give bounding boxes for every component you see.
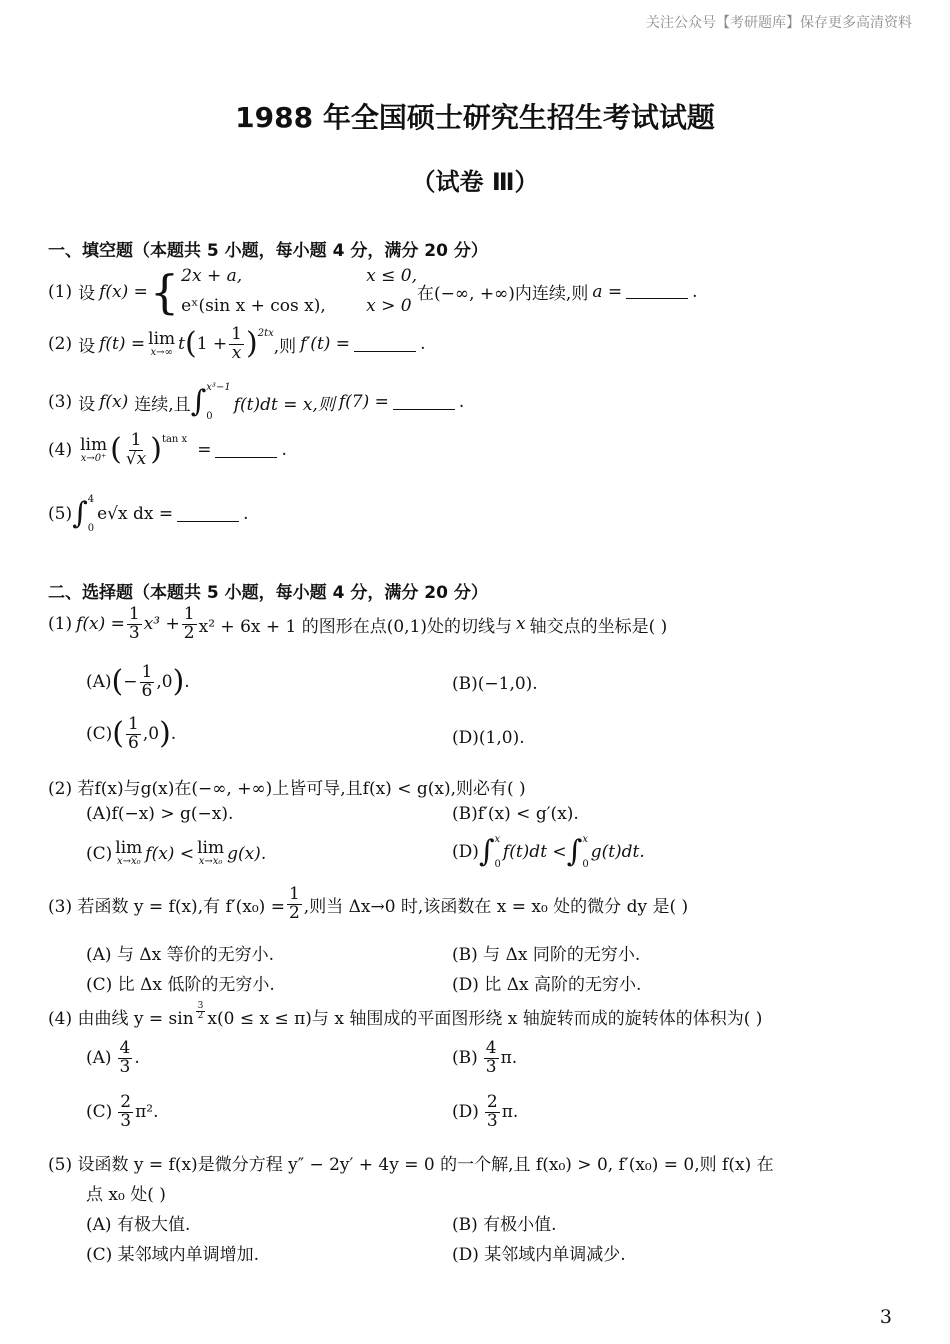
denominator: 2 xyxy=(288,902,300,923)
denominator: 6 xyxy=(141,680,153,701)
lower-limit: 0 xyxy=(206,411,213,422)
lower-limit: 0 xyxy=(87,523,95,534)
s2-q5-option-d[interactable]: (D) 某邻域内单调减少. xyxy=(452,1245,626,1265)
denominator: 3 xyxy=(485,1056,497,1077)
limit-operator xyxy=(197,840,224,867)
s2-q4-option-a[interactable] xyxy=(86,1040,140,1077)
s1-q3 xyxy=(48,382,464,422)
lower-limit: 0 xyxy=(582,859,589,870)
fraction xyxy=(118,1040,133,1077)
q-var: a = xyxy=(592,281,623,302)
q-func: f(t) = xyxy=(99,334,146,355)
var-x: x xyxy=(516,614,526,635)
q-func: f(x) xyxy=(99,392,129,412)
lim-sub: x→x₀ xyxy=(198,856,223,867)
numerator: 1 xyxy=(130,430,142,450)
option-label: (B) xyxy=(452,1048,478,1069)
numerator: 1 xyxy=(141,662,153,682)
s2-q3 xyxy=(48,886,688,923)
numerator: 2 xyxy=(486,1092,498,1112)
numerator: 1 xyxy=(128,714,139,734)
lim-text: lim xyxy=(197,838,225,858)
s2-q4-option-b[interactable] xyxy=(452,1040,517,1077)
fraction xyxy=(126,716,141,753)
q-text: 设 xyxy=(78,284,96,305)
answer-blank[interactable] xyxy=(393,395,455,410)
option-text: π. xyxy=(501,1102,519,1123)
var-t: t xyxy=(178,334,185,355)
q-label: (3) xyxy=(48,392,73,412)
integral-sign: ∫ xyxy=(72,496,88,531)
integral-limits xyxy=(582,834,588,870)
integral-sign: ∫ xyxy=(478,834,495,869)
s2-q4 xyxy=(48,1001,763,1029)
integrand: e√x dx = xyxy=(97,504,174,524)
s2-q2-option-d[interactable] xyxy=(452,834,645,870)
q-func: f(7) = xyxy=(338,392,389,412)
s2-q2-option-a[interactable]: (A)f(−x) > g(−x). xyxy=(86,804,234,824)
fraction xyxy=(229,326,244,363)
s2-q4-option-d[interactable] xyxy=(452,1094,518,1131)
page-number: 3 xyxy=(879,1306,892,1328)
period: . xyxy=(243,504,249,524)
paren-close: ) xyxy=(172,664,185,700)
paren-open: ( xyxy=(110,432,122,468)
piecewise-block xyxy=(181,262,417,322)
upper-limit: 4 xyxy=(87,494,95,505)
q-text: x(0 ≤ x ≤ π)与 x 轴围成的平面图形绕 x 轴旋转而成的旋转体的体积为( ) xyxy=(207,1009,763,1029)
option-text: f(x) < xyxy=(145,843,195,864)
s2-q2: (2) 若f(x)与g(x)在(−∞, +∞)上皆可导,且f(x) < g(x),则必有( ) xyxy=(48,779,526,799)
denominator: 2 xyxy=(197,1011,204,1022)
upper-limit: x xyxy=(582,834,588,845)
s2-q5-option-a[interactable]: (A) 有极大值. xyxy=(86,1215,191,1235)
s1-q2 xyxy=(48,326,425,363)
fraction xyxy=(118,1094,133,1131)
q-text: ,则当 Δx→0 时,该函数在 x = x₀ 处的微分 dy 是( ) xyxy=(303,896,689,917)
q-text: 设 xyxy=(78,336,96,357)
paren-open: ( xyxy=(112,716,124,752)
page-subtitle: （试卷 Ⅲ） xyxy=(411,168,539,196)
limit-operator xyxy=(80,434,108,464)
cond-2: x > 0 xyxy=(366,295,412,316)
paren-open: ( xyxy=(111,664,124,700)
fraction xyxy=(485,1094,500,1131)
numerator: 1 xyxy=(128,604,140,624)
lower-limit: 0 xyxy=(494,859,501,870)
denominator: 3 xyxy=(119,1056,131,1077)
upper-limit: x³−1 xyxy=(206,382,231,393)
denominator: x xyxy=(231,342,242,363)
q-func: f(x) = xyxy=(99,281,148,302)
fraction xyxy=(484,1040,499,1077)
numerator: 1 xyxy=(288,884,300,904)
numerator: 4 xyxy=(119,1038,131,1058)
s2-q5-line2: 点 x₀ 处( ) xyxy=(86,1185,166,1205)
q-func: f(x) = xyxy=(76,614,125,635)
fraction xyxy=(140,664,155,701)
exponent-fraction xyxy=(196,1002,206,1022)
option-label: (D) xyxy=(452,842,479,862)
option-text: . xyxy=(134,1048,140,1069)
denominator: 3 xyxy=(128,622,140,643)
s2-q3-option-a[interactable]: (A) 与 Δx 等价的无穷小. xyxy=(86,945,275,965)
s2-q5-option-b[interactable]: (B) 有极小值. xyxy=(452,1215,557,1235)
paren-open: ( xyxy=(184,326,197,362)
option-label: (C) xyxy=(86,724,113,745)
paren-close: ) xyxy=(159,716,171,752)
q-text: 在(−∞, +∞)内连续,则 xyxy=(417,284,589,305)
s2-q5-line1: (5) 设函数 y = f(x)是微分方程 y″ − 2y′ + 4y = 0 的一个解,且 f(x₀) > 0, f′(x₀) = 0,则 f(x) 在 xyxy=(48,1155,774,1175)
integral-sign: ∫ xyxy=(190,384,207,419)
option-label: (A) xyxy=(86,1048,112,1069)
exponent: tan x xyxy=(161,434,188,445)
numerator: 4 xyxy=(485,1038,497,1058)
lim-text: lim xyxy=(80,434,108,455)
q-text: 连续,且 xyxy=(134,394,191,415)
denominator: √x xyxy=(125,448,147,469)
section2-heading: 二、选择题（本题共 5 小题，每小题 4 分，满分 20 分） xyxy=(48,583,488,603)
case-2: eˣ(sin x + cos x), xyxy=(181,295,326,316)
option-text: g(x). xyxy=(227,843,267,864)
page-title: 1988 年全国硕士研究生招生考试试题 xyxy=(235,101,715,134)
limit-operator xyxy=(115,840,142,867)
q-text: x² + 6x + 1 的图形在点(0,1)处的切线与 xyxy=(198,616,513,637)
cond-1: x ≤ 0, xyxy=(366,266,418,286)
lim-sub: x→x₀ xyxy=(116,856,141,867)
option-label: (C) xyxy=(86,1102,113,1123)
s2-q2-option-b[interactable]: (B)f′(x) < g′(x). xyxy=(452,804,579,824)
paren-close: ) xyxy=(246,326,258,362)
s2-q5-option-c[interactable]: (C) 某邻域内单调增加. xyxy=(86,1245,260,1265)
answer-blank[interactable] xyxy=(626,284,688,299)
option-label: (A) xyxy=(86,672,112,693)
numerator: 1 xyxy=(183,604,195,624)
integral-sign: ∫ xyxy=(566,834,583,869)
q-label: (4) xyxy=(48,440,73,461)
fraction xyxy=(124,432,148,469)
fraction xyxy=(287,886,302,923)
option-label: (C) xyxy=(86,843,113,864)
paren-close: ) xyxy=(150,432,162,468)
s1-q5 xyxy=(48,494,249,534)
option-text: ,0 xyxy=(156,672,173,693)
s2-q3-option-b[interactable]: (B) 与 Δx 同阶的无穷小. xyxy=(452,945,641,965)
integral-limits xyxy=(206,382,230,422)
answer-blank[interactable] xyxy=(215,443,277,458)
answer-blank[interactable] xyxy=(354,337,416,352)
q-text: 设 xyxy=(78,394,96,415)
watermark-text: 关注公众号【考研题库】保存更多高清资料 xyxy=(646,15,912,31)
integral-limits xyxy=(495,834,501,870)
s2-q3-option-c[interactable]: (C) 比 Δx 低阶的无穷小. xyxy=(86,975,275,995)
denominator: 6 xyxy=(128,732,139,753)
case-1: 2x + a, xyxy=(181,266,243,286)
s2-q1-option-c[interactable]: (C) ( $\frac{1}{6}$ ,0 ) . xyxy=(86,714,177,753)
s2-q4-option-c[interactable] xyxy=(86,1094,159,1131)
denominator: 3 xyxy=(120,1110,132,1131)
period: . xyxy=(420,334,426,355)
denominator: 3 xyxy=(486,1110,498,1131)
q-label: (1) xyxy=(48,281,73,302)
s2-q1 xyxy=(48,606,667,643)
option-text: ,0 xyxy=(142,724,160,745)
s1-q4 xyxy=(48,432,287,469)
q-label: (2) xyxy=(48,334,73,355)
q-text: ,则 xyxy=(273,336,297,357)
option-text: π. xyxy=(500,1048,518,1069)
exponent: 2tx xyxy=(257,328,274,339)
fraction xyxy=(127,606,142,643)
fraction xyxy=(182,606,197,643)
q-label: (5) xyxy=(48,504,73,524)
numerator: 3 xyxy=(197,1001,204,1011)
option-label: (D) xyxy=(452,1102,479,1123)
lim-sub: x→∞ xyxy=(150,346,173,358)
denominator: 2 xyxy=(183,622,195,643)
term-one: 1 + xyxy=(196,334,228,355)
s2-q2-option-c[interactable] xyxy=(86,840,266,867)
integrand: f(t)dt = x,则 xyxy=(233,394,335,415)
integral-limits xyxy=(88,494,94,534)
q-label: (1) xyxy=(48,614,73,635)
equals: = xyxy=(197,440,212,461)
option-text: f(t)dt < xyxy=(502,842,567,862)
answer-blank[interactable] xyxy=(177,507,239,522)
lim-sub: x→0⁺ xyxy=(80,452,107,464)
option-text: π². xyxy=(135,1102,159,1123)
numerator: 2 xyxy=(120,1092,132,1112)
minus-sign: − xyxy=(123,672,138,693)
term: x³ + xyxy=(143,614,180,635)
s2-q1-option-a[interactable]: (A) ( − $\frac{1}{6}$ ,0 ) . xyxy=(86,662,190,701)
period: . xyxy=(458,392,465,412)
numerator: 1 xyxy=(231,324,242,344)
q-func: f′(t) = xyxy=(300,334,351,355)
brace-symbol: { xyxy=(149,264,180,319)
s2-q3-option-d[interactable]: (D) 比 Δx 高阶的无穷小. xyxy=(452,975,642,995)
s2-q1-option-d[interactable]: (D)(1,0). xyxy=(452,728,525,748)
q-text: 轴交点的坐标是( ) xyxy=(529,616,668,637)
limit-operator xyxy=(148,328,176,358)
upper-limit: x xyxy=(494,834,501,845)
option-text: g(t)dt. xyxy=(590,842,645,862)
q-text: (3) 若函数 y = f(x),有 f′(x₀) = xyxy=(48,896,285,917)
period: . xyxy=(281,440,287,461)
period: . xyxy=(692,281,698,302)
lim-text: lim xyxy=(115,838,143,858)
s2-q1-option-b[interactable]: (B)(−1,0). xyxy=(452,674,538,694)
q-text: (4) 由曲线 y = sin xyxy=(48,1009,194,1029)
s1-q1 xyxy=(48,262,698,322)
lim-text: lim xyxy=(148,328,176,349)
section1-heading: 一、填空题（本题共 5 小题，每小题 4 分，满分 20 分） xyxy=(48,241,488,261)
